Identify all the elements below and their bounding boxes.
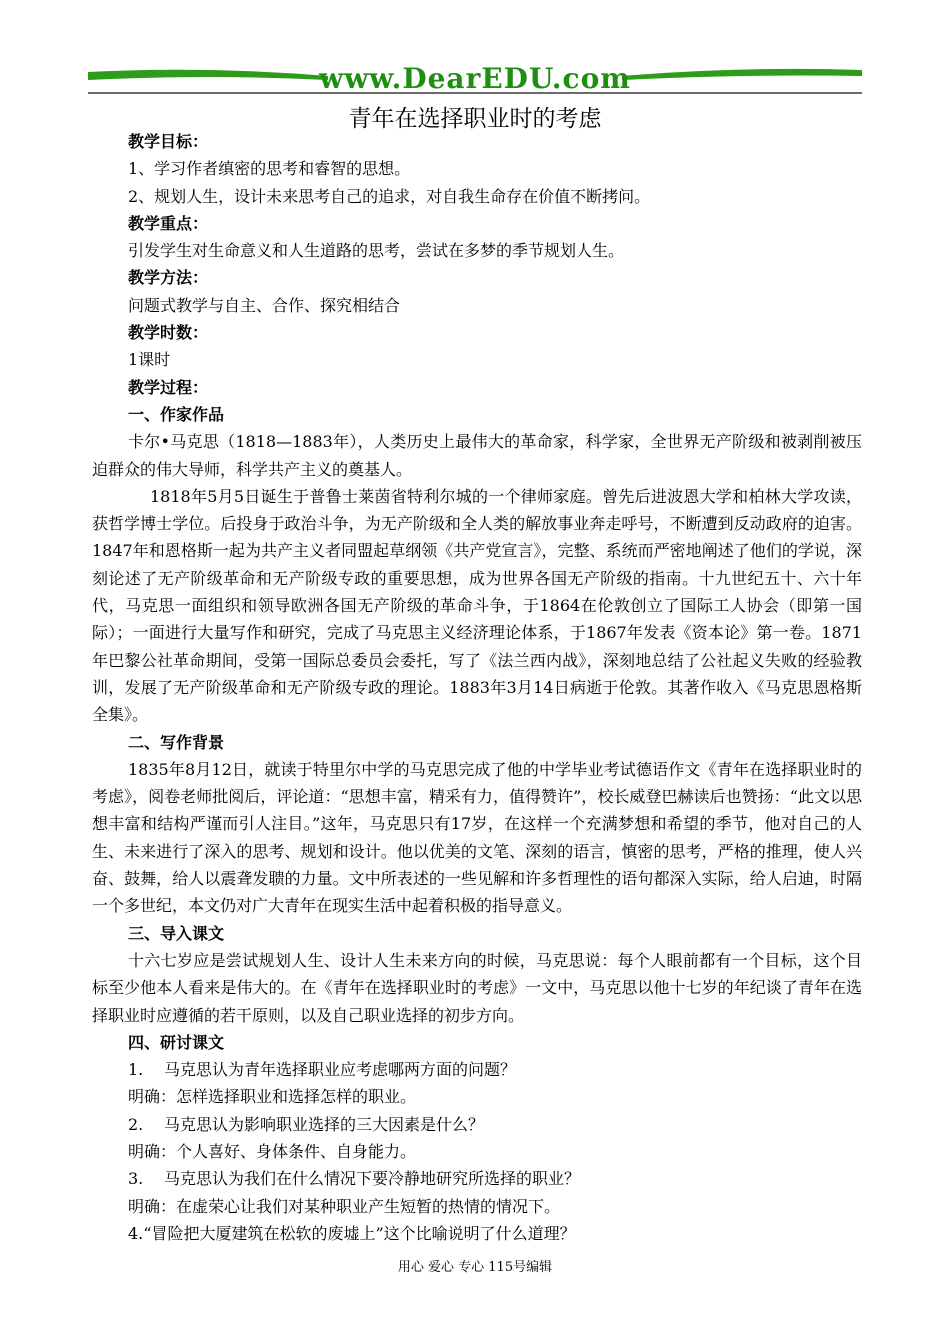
question-item [92, 1165, 862, 1192]
text-line: 1课时 [128, 350, 171, 370]
body-paragraph: 十六七岁应是尝试规划人生、设计人生未来方向的时候，马克思说：每个人眼前都有一个目标，这个目标至少他本人看来是伟大的。在《青年在选择职业时的考虑》一文中，马克思以他十七岁的年纪谈了青年在选择职业时应遵循的若干原则，以及自己职业选择的初步方向。 [92, 950, 862, 1025]
body-paragraph: 卡尔•马克思（1818—1883年），人类历史上最伟大的革命家，科学家，全世界无产阶级和被剥削被压迫群众的伟大导师，科学共产主义的奠基人。 [92, 432, 862, 479]
text-line: 4.“冒险把大厦建筑在松软的废墟上”这个比喻说明了什么道理？ [128, 1223, 576, 1243]
question-text: 马克思认为我们在什么情况下要冷静地研究所选择的职业？ [164, 1169, 581, 1189]
body-paragraph: 1818年5月5日诞生于普鲁士莱茵省特利尔城的一个律师家庭。曾先后进波恩大学和柏林大学攻读，获哲学博士学位。后投身于政治斗争，为无产阶级和全人类的解放事业奔走呼号，不断遭到反动政府的迫害。1847年和恩格斯一起为共产主义者同盟起草纲领《共产党宣言》，完整、系统而严密地阐述了他们的学说，深刻论述了无产阶级革命和无产阶级专政的重要思想，成为世界各国无产阶级的指南。十九世纪五十、六十年代，马克思一面组织和领导欧洲各国无产阶级的革命斗争，于1864在伦敦创立了国际工人协会（即第一国际）；一面进行大量写作和研究，完成了马克思主义经济理论体系，于1867年发表《资本论》第一卷。1871年巴黎公社革命期间，受第一国际总委员会委托，写了《法兰西内战》，深刻地总结了公社起义失败的经验教训，发展了无产阶级革命和无产阶级专政的理论。1883年3月14日病逝于伦敦。其著作收入《马克思恩格斯全集》。 [92, 486, 862, 725]
question-item [92, 1056, 862, 1083]
text-line: 1、学习作者缜密的思考和睿智的思想。 [128, 159, 411, 179]
document-body [92, 128, 862, 1247]
section-label: 教学过程： [128, 377, 209, 397]
section-label: 教学目标： [128, 132, 209, 151]
page-title: 青年在选择职业时的考虑 [348, 106, 602, 132]
body-paragraph: 1835年8月12日，就读于特里尔中学的马克思完成了他的中学毕业考试德语作文《青年在选择职业时的考虑》，阅卷老师批阅后，评论道：“思想丰富，精采有力，值得赞许”，校长威登巴赫读后也赞扬：“此文以思想丰富和结构严谨而引人注目。”这年，马克思只有17岁，在这样一个充满梦想和希望的季节，他对自己的人生、未来进行了深入的思考、规划和设计。他以优美的文笔、深刻的语言，慎密的思考，严格的推理，使人兴奋、鼓舞，给人以震聋发聩的力量。文中所表述的一些见解和许多哲理性的语句都深入实际，给人启迪，时隔一个多世纪，本文仍对广大青年在现实生活中起着积极的指导意义。 [92, 759, 862, 916]
text-line: 明确：怎样选择职业和选择怎样的职业。 [128, 1087, 417, 1107]
page-footer: 用心 爱心 专心 115号编辑 [397, 1260, 553, 1275]
question-number: 2. [128, 1114, 144, 1134]
section-label: 四、研讨课文 [128, 1032, 225, 1052]
section-label: 教学时数： [128, 323, 209, 343]
section-label: 三、导入课文 [128, 923, 225, 943]
question-number: 1. [128, 1060, 144, 1080]
text-line: 明确：在虚荣心让我们对某种职业产生短暂的热情的情况下。 [128, 1196, 561, 1216]
text-line: 2、规划人生，设计未来思考自己的追求，对自我生命存在价值不断拷问。 [128, 186, 651, 206]
section-label: 教学方法： [128, 268, 209, 288]
question-text: 马克思认为影响职业选择的三大因素是什么？ [164, 1114, 485, 1134]
question-text: 马克思认为青年选择职业应考虑哪两方面的问题？ [164, 1060, 517, 1080]
question-item [92, 1111, 862, 1138]
text-line: 引发学生对生命意义和人生道路的思考，尝试在多梦的季节规划人生。 [128, 241, 625, 261]
question-number: 3. [128, 1169, 144, 1189]
section-label: 教学重点： [128, 213, 209, 233]
section-label: 一、作家作品 [128, 404, 225, 424]
text-line: 明确：个人喜好、身体条件、自身能力。 [128, 1141, 417, 1161]
site-logo-text: www.DearEDU.com [319, 62, 631, 95]
section-label: 二、写作背景 [128, 732, 225, 752]
text-line: 问题式教学与自主、合作、探究相结合 [128, 295, 401, 315]
